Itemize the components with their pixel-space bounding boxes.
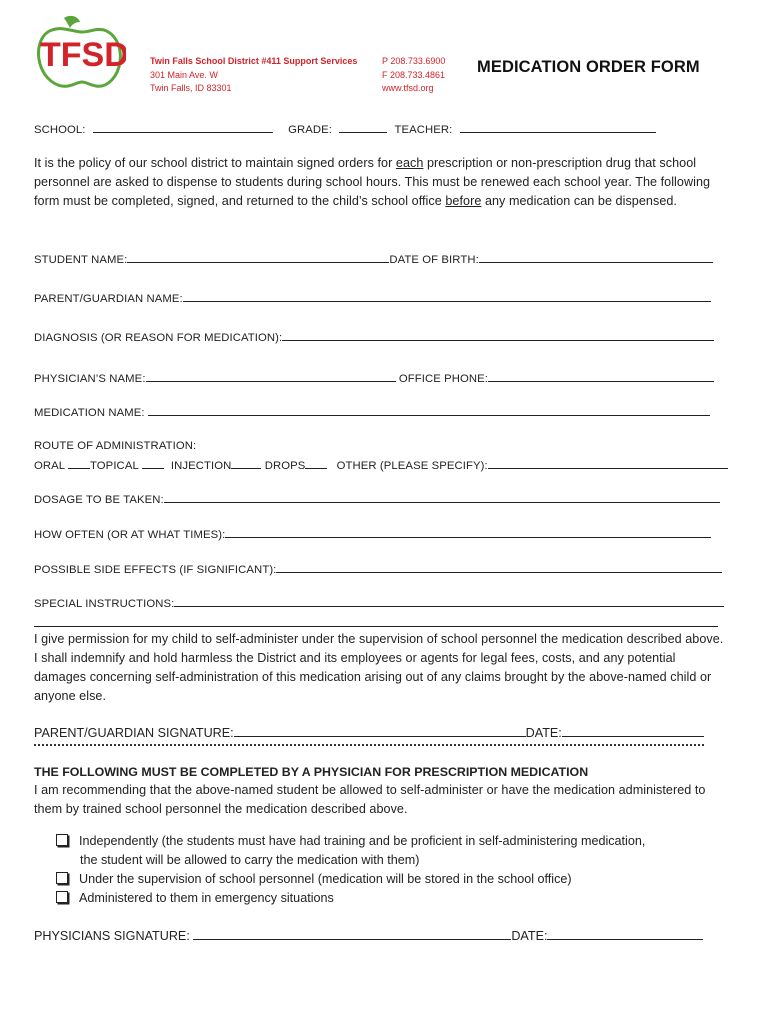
- website: www.tfsd.org: [382, 83, 434, 93]
- address-line-1: 301 Main Ave. W: [150, 70, 218, 80]
- medication-row: [34, 405, 710, 419]
- route-heading: ROUTE OF ADMINISTRATION:: [34, 440, 197, 452]
- dosage-row: [34, 492, 720, 506]
- parent-date-field[interactable]: [562, 726, 704, 737]
- school-label: SCHOOL:: [34, 124, 86, 136]
- route-row: [34, 458, 728, 472]
- physician-name-field[interactable]: [146, 371, 396, 382]
- special-instructions-label: SPECIAL INSTRUCTIONS:: [34, 598, 175, 610]
- parent-signature-field[interactable]: [234, 726, 526, 737]
- option-supervision: [56, 870, 572, 889]
- how-often-row: [34, 527, 711, 541]
- route-oral-field[interactable]: [68, 458, 90, 469]
- medication-name-field[interactable]: [148, 405, 710, 416]
- fax-number: F 208.733.4861: [382, 70, 446, 80]
- grade-field[interactable]: [339, 122, 387, 133]
- parent-name-field[interactable]: [183, 291, 711, 302]
- dosage-field[interactable]: [164, 492, 720, 503]
- side-effects-row: [34, 562, 722, 576]
- option-supervision-label: Under the supervision of school personnel (medication will be stored in the school office): [79, 872, 572, 886]
- route-drops-field[interactable]: [305, 458, 327, 469]
- office-phone-label: OFFICE PHONE:: [398, 373, 488, 385]
- diagnosis-label: DIAGNOSIS (OR REASON FOR MEDICATION):: [34, 332, 283, 344]
- emergency-checkbox[interactable]: [56, 891, 68, 903]
- grade-label: GRADE:: [288, 124, 332, 136]
- tfsd-logo: [34, 14, 126, 90]
- option-independently-cont: the student will be allowed to carry the medication with them): [80, 853, 420, 867]
- option-emergency-label: Administered to them in emergency situations: [79, 891, 334, 905]
- svg-text:TFSD: TFSD: [40, 36, 126, 74]
- option-independently-label: Independently (the students must have had training and be proficient in self-administering medication,: [79, 834, 646, 848]
- side-effects-label: POSSIBLE SIDE EFFECTS (IF SIGNIFICANT):: [34, 564, 277, 576]
- dob-label: DATE OF BIRTH:: [389, 254, 479, 266]
- form-title: MEDICATION ORDER FORM: [477, 58, 700, 76]
- how-often-field[interactable]: [225, 527, 711, 538]
- diagnosis-row: [34, 330, 714, 344]
- policy-text-3: any medication can be dispensed.: [481, 194, 677, 208]
- physician-date-label: DATE:: [511, 929, 548, 943]
- physician-date-field[interactable]: [547, 929, 703, 940]
- route-other-label: OTHER (PLEASE SPECIFY):: [336, 460, 488, 472]
- policy-paragraph: [34, 154, 728, 211]
- student-name-label: STUDENT NAME:: [34, 254, 128, 266]
- physician-signature-row: [34, 929, 703, 943]
- student-row: [34, 252, 713, 266]
- route-injection-label: INJECTION: [170, 460, 232, 472]
- route-topical-field[interactable]: [142, 458, 164, 469]
- policy-each: each: [395, 156, 424, 170]
- dotted-separator: [34, 744, 704, 746]
- policy-text-1: It is the policy of our school district to maintain signed orders for: [34, 156, 396, 170]
- dob-field[interactable]: [479, 252, 713, 263]
- physician-section-heading: THE FOLLOWING MUST BE COMPLETED BY A PHYSICIAN FOR PRESCRIPTION MEDICATION: [34, 765, 589, 779]
- how-often-label: HOW OFTEN (OR AT WHAT TIMES):: [34, 529, 226, 541]
- org-name: Twin Falls School District #411 Support Services: [150, 56, 358, 66]
- parent-signature-row: [34, 726, 704, 740]
- dosage-label: DOSAGE TO BE TAKEN:: [34, 494, 164, 506]
- teacher-field[interactable]: [460, 122, 656, 133]
- parent-name-label: PARENT/GUARDIAN NAME:: [34, 293, 183, 305]
- route-other-field[interactable]: [488, 458, 728, 469]
- route-injection-field[interactable]: [231, 458, 261, 469]
- physician-name-label: PHYSICIAN’S NAME:: [34, 373, 146, 385]
- diagnosis-field[interactable]: [282, 330, 714, 341]
- route-topical-label: TOPICAL: [90, 460, 139, 472]
- physician-intro: I am recommending that the above-named student be allowed to self-administer or have the medication administered to them by trained school personnel the medication described above.: [34, 783, 706, 816]
- physician-signature-field[interactable]: [193, 929, 511, 940]
- office-phone-field[interactable]: [488, 371, 714, 382]
- permission-paragraph: I give permission for my child to self-administer under the supervision of school personnel the medication described above. I shall indemnify and hold harmless the District and its employees or agents for legal fees, costs, and any potential damages concerning self-administration of this medication arising out of any claims brought by the above-named child or anyone else.: [34, 632, 724, 703]
- route-oral-label: ORAL: [34, 460, 65, 472]
- parent-signature-label: PARENT/GUARDIAN SIGNATURE:: [34, 726, 234, 740]
- teacher-label: TEACHER:: [394, 124, 453, 136]
- physician-row: [34, 371, 714, 385]
- route-drops-label: DROPS: [264, 460, 306, 472]
- policy-before: before: [445, 194, 482, 208]
- policy-text-2: prescription or non-prescription drug that school personnel are asked to dispense to students during school hours. This must be renewed each school year. The following form must be completed, signed, and returned to the child’s school office: [34, 156, 711, 208]
- special-instructions-line-2[interactable]: [34, 626, 718, 627]
- special-instructions-row: [34, 596, 724, 610]
- school-field[interactable]: [93, 122, 273, 133]
- option-independently: [56, 832, 645, 851]
- parent-name-row: [34, 291, 711, 305]
- parent-date-label: DATE:: [525, 726, 562, 740]
- side-effects-field[interactable]: [276, 562, 722, 573]
- student-name-field[interactable]: [127, 252, 389, 263]
- physician-signature-label: PHYSICIANS SIGNATURE:: [34, 929, 190, 943]
- supervision-checkbox[interactable]: [56, 872, 68, 884]
- special-instructions-field[interactable]: [174, 596, 724, 607]
- address-line-2: Twin Falls, ID 83301: [150, 83, 232, 93]
- school-row: [34, 122, 656, 136]
- option-emergency: [56, 889, 334, 908]
- medication-name-label: MEDICATION NAME:: [34, 407, 145, 419]
- independently-checkbox[interactable]: [56, 834, 68, 846]
- phone-number: P 208.733.6900: [382, 56, 446, 66]
